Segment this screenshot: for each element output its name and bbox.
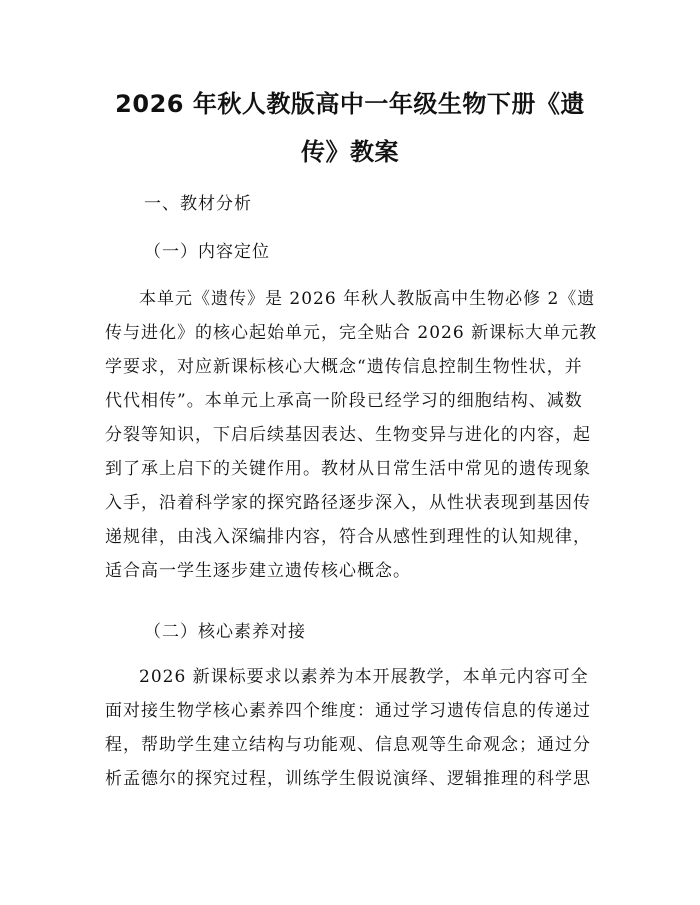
paragraph-line: 本单元《遗传》是 2026 年秋人教版高中生物必修 2《遗 [139, 289, 596, 309]
paragraph-line: 分裂等知识，下启后续基因表达、生物变异与进化的内容，起 [105, 425, 591, 445]
paragraph-line: 到了承上启下的关键作用。教材从日常生活中常见的遗传现象 [105, 459, 591, 479]
paragraph-line: 2026 新课标要求以素养为本开展教学，本单元内容可全 [139, 667, 589, 687]
paragraph-line: 入手，沿着科学家的探究路径逐步深入，从性状表现到基因传 [105, 493, 591, 513]
paragraph-line: 递规律，由浅入深编排内容，符合从感性到理性的认知规律， [105, 527, 591, 547]
subsection-heading-content-positioning: （一）内容定位 [144, 242, 270, 262]
paragraph-core-literacy [105, 667, 605, 803]
document-title-line-2: 传》教案 [301, 138, 399, 166]
paragraph-line: 传与进化》的核心起始单元，完全贴合 2026 新课标大单元教 [105, 323, 598, 343]
section-heading-teaching-material-analysis: 一、教材分析 [144, 194, 252, 214]
paragraph-line: 学要求，对应新课标核心大概念“遗传信息控制生物性状，并 [105, 357, 583, 377]
paragraph-line: 适合高一学生逐步建立遗传核心概念。 [105, 561, 411, 581]
paragraph-content-positioning [105, 289, 605, 595]
subsection-heading-core-literacy: （二）核心素养对接 [144, 622, 306, 642]
paragraph-line: 面对接生物学核心素养四个维度：通过学习遗传信息的传递过 [105, 701, 591, 721]
paragraph-line: 程，帮助学生建立结构与功能观、信息观等生命观念；通过分 [105, 735, 591, 755]
paragraph-line: 代代相传”。本单元上承高一阶段已经学习的细胞结构、减数 [105, 391, 583, 411]
paragraph-line: 析孟德尔的探究过程，训练学生假说演绎、逻辑推理的科学思 [105, 769, 591, 789]
document-title-line-1: 2026 年秋人教版高中一年级生物下册《遗 [115, 90, 585, 118]
